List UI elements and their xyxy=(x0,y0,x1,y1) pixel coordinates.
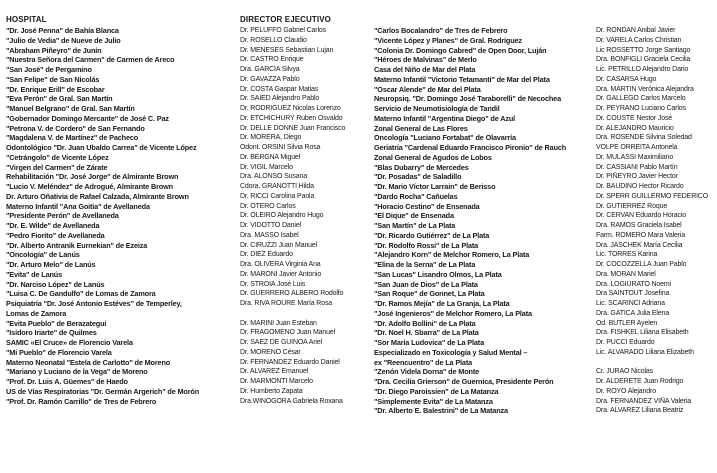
table-row xyxy=(6,299,362,309)
table-row xyxy=(374,299,714,309)
hospital-name: "Dr. Ramos Mejía" de La Granja, La Plata xyxy=(374,299,510,308)
table-row xyxy=(374,309,714,319)
header-row xyxy=(6,14,362,26)
hospital-name: "Mi Pueblo" de Florencio Varela xyxy=(6,347,112,357)
director-name: Dra. GARCÍA Silvya xyxy=(240,66,300,73)
director-name: Lic. ALVARADO Liliana Elizabeth xyxy=(596,348,694,356)
director-name: Dr. PUCCI Eduardo xyxy=(596,339,655,346)
director-name: Cr. JURAO Nicolas xyxy=(596,368,653,376)
director-name: Dr. GUERRERO ALBERO Rodolfo xyxy=(240,290,344,298)
hospital-name: "Héroes de Malvinas" de Merlo xyxy=(374,55,477,65)
director-name: Dr. GALLEGO Carlos Marcelo xyxy=(596,95,686,103)
hospital-name: "Dr. Adolfo Bollini" de La Plata xyxy=(374,318,476,328)
table-row xyxy=(374,348,714,358)
table-row xyxy=(6,250,362,260)
table-row xyxy=(374,133,714,143)
hospital-name: "Evita" de Lanús xyxy=(6,269,63,279)
director-name: Dr. SAEZ DE GUINOA Ariel xyxy=(240,339,322,346)
director-name: Dr. GAVAZZA Pablo xyxy=(240,75,300,83)
table-row xyxy=(6,397,362,407)
hospital-name: "Dr. Diego Paroissien" de La Matanza xyxy=(374,386,499,396)
director-name: Dr. MARMONTI Marcelo xyxy=(240,378,313,385)
hospital-name: "Oscar Alende" de Mar del Plata xyxy=(374,84,481,94)
hospital-name: "Nuestra Señora del Carmen" de Carmen de Areco xyxy=(6,55,175,65)
director-name: Lic. SCARINCI Adriana xyxy=(596,300,665,307)
table-row xyxy=(6,172,362,182)
table-row xyxy=(6,289,362,299)
director-name: Dra. LOGIURATO Noemi xyxy=(596,280,671,288)
table-row xyxy=(374,358,714,368)
hospital-name: "Prof. Dr. Ramón Carrillo" de Tres de Febrero xyxy=(6,396,157,406)
table-row xyxy=(374,104,714,114)
hospital-name: "Dr. Arturo Melo" de Lanús xyxy=(6,260,96,269)
table-row xyxy=(6,211,362,221)
table-row xyxy=(374,192,714,202)
table-row xyxy=(6,85,362,95)
table-row xyxy=(6,114,362,124)
director-name: Dra. RIVA ROURE María Rosa xyxy=(240,300,333,307)
table-row xyxy=(6,309,362,319)
hospital-name: "Vicente López y Planes" de Gral. Rodríguez xyxy=(374,35,522,45)
hospital-name: "Zenón Videla Dorna" de Monte xyxy=(374,367,480,377)
hospital-name: "San José" de Pergamino xyxy=(6,65,92,74)
hospital-name: "San Juan de Dios" de La Plata xyxy=(374,279,478,289)
table-row xyxy=(374,338,714,348)
table-row xyxy=(374,124,714,134)
hospital-name: "Dra. Cecilia Grierson" de Guernica, Presidente Perón xyxy=(374,377,554,386)
director-name: Dr. VIGIL Marcelo xyxy=(240,163,293,171)
director-name: Dr. ROYO Alejandro xyxy=(596,387,656,395)
table-row xyxy=(6,221,362,231)
hospital-name: "San Roque" de Gonnet, La Plata xyxy=(374,289,485,299)
table-row xyxy=(6,348,362,358)
table-row xyxy=(6,387,362,397)
hospital-name: Zonal General de Las Flores xyxy=(374,123,468,133)
director-name: Dra. FERNANDEZ VIÑA Valeria xyxy=(596,397,692,405)
director-name: VOLPE ORREITA Antonela xyxy=(596,144,678,151)
table-row xyxy=(374,182,714,192)
table-row xyxy=(6,280,362,290)
director-name: Dr. CERVAN Eduardo Horacio xyxy=(596,212,686,220)
hospital-name: "Julio de Vedia" de Nueve de Julio xyxy=(6,35,121,45)
director-name: Lic. PETRILLO Alejandro Dario xyxy=(596,66,689,73)
hospital-name: "Colonia Dr. Domingo Cabred" de Open Door, Luján xyxy=(374,45,547,55)
director-name: Dr. DIEZ Eduardo xyxy=(240,251,293,259)
hospital-name: "Eva Perón" de Gral. San Martín xyxy=(6,94,113,104)
table-row xyxy=(6,65,362,75)
left-hospital-list xyxy=(6,26,362,406)
table-row xyxy=(374,231,714,241)
hospital-name: Zonal General de Agudos de Lobos xyxy=(374,152,492,162)
right-column-block xyxy=(374,14,714,416)
director-name: Dr. CASSIANI Pablo Martín xyxy=(596,163,678,171)
table-row xyxy=(374,250,714,260)
table-row xyxy=(374,55,714,65)
hospital-name: "Dr. Ricardo Gutiérrez" de La Plata xyxy=(374,230,490,240)
table-row xyxy=(374,280,714,290)
director-name: Dr. DELLE DONNE Juan Francisco xyxy=(240,124,346,132)
director-name: Dr. COSTA Gaspar Matias xyxy=(240,85,319,93)
hospital-name: Geriatría "Cardenal Eduardo Francisco Pironio" de Rauch xyxy=(374,143,567,152)
director-name: Dr. ROSELLO Claudio xyxy=(240,36,307,44)
table-row xyxy=(374,319,714,329)
director-name: Dr. COUSTE Nestor José xyxy=(596,114,673,122)
hospital-name: "Oncología" de Lanús xyxy=(6,250,80,260)
hospital-name: Lomas de Zamora xyxy=(6,308,67,318)
table-row xyxy=(374,75,714,85)
director-name: Dra. GATICA Julia Elena xyxy=(596,309,670,317)
table-row xyxy=(6,46,362,56)
hospital-name: "Cetrángolo" de Vicente López xyxy=(6,152,109,162)
hospital-name: "Dr. Mario Víctor Larrain" de Berisso xyxy=(374,182,496,191)
table-row xyxy=(6,260,362,270)
table-row xyxy=(6,367,362,377)
table-row xyxy=(374,367,714,377)
hospital-name: "Lucio V. Meléndez" de Adrogué, Almirante Brown xyxy=(6,182,173,191)
director-name: Dra.WINOGORA Gabriela Roxana xyxy=(240,397,343,405)
hospital-name: "Dr. José Penna" de Bahía Blanca xyxy=(6,26,119,35)
hospital-name: "Luisa C. De Gandulfo" de Lomas de Zamora xyxy=(6,289,156,299)
hospital-name: "Evita Pueblo" de Berazategui xyxy=(6,318,107,328)
table-row xyxy=(374,163,714,173)
table-row xyxy=(6,241,362,251)
hospital-name: SAMIC «El Cruce» de Florencio Varela xyxy=(6,338,133,347)
director-name: Dr. RICCI Carolina Paola xyxy=(240,192,315,200)
table-row xyxy=(6,231,362,241)
hospital-name: "Horacio Cestino" de Ensenada xyxy=(374,201,480,211)
hospital-name: "Magdalena V. de Martínez" de Pacheco xyxy=(6,133,139,143)
table-row xyxy=(374,211,714,221)
hospital-name: Servicio de Neumotisiología de Tandil xyxy=(374,104,500,113)
director-name: Dra. MORAN Mariel xyxy=(596,270,656,278)
table-row xyxy=(6,94,362,104)
table-row xyxy=(374,94,714,104)
right-hospital-list xyxy=(374,26,714,416)
director-name: Dr. PEYRANO Luciano Carlos xyxy=(596,105,686,112)
hospital-name: "Dardo Rocha" Cañuelas xyxy=(374,191,458,201)
director-name: Dr. RODRIGUEZ Nicolas Lorenzo xyxy=(240,105,341,112)
table-row xyxy=(374,241,714,251)
director-name: Cdora. GRANOTTI Hilda xyxy=(240,183,314,190)
table-row xyxy=(6,104,362,114)
director-name: Dra. ALONSO Susana xyxy=(240,173,307,181)
director-name: Dra SAINTOUT Josefina xyxy=(596,290,670,298)
hospital-name: "Isidoro Iriarte" de Quilmes xyxy=(6,328,97,338)
table-row xyxy=(374,114,714,124)
hospital-name: Materno Neonatal "Estela de Carlotto" de Moreno xyxy=(6,357,171,367)
hospital-name: Especializado en Toxicología y Salud Mental – xyxy=(374,347,528,357)
table-row xyxy=(374,387,714,397)
table-row xyxy=(6,358,362,368)
table-row xyxy=(6,182,362,192)
director-name: Dra. MARTIN Verónica Alejandra xyxy=(596,85,694,93)
director-name: Dr. CASARSA Hugo xyxy=(596,75,657,83)
hospital-name: "San Felipe" de San Nicolás xyxy=(6,74,100,84)
director-name: Dr. Humberto Zapata xyxy=(240,387,303,395)
table-row xyxy=(6,270,362,280)
table-row xyxy=(374,221,714,231)
table-row xyxy=(374,36,714,46)
table-row xyxy=(374,85,714,95)
hospital-name: "Dr. Posadas" de Saladillo xyxy=(374,172,462,182)
director-name: Dr. SPERR GUILLERMO FEDERICO xyxy=(596,192,709,200)
table-row xyxy=(6,163,362,173)
table-row xyxy=(374,377,714,387)
hospital-name: "Manuel Belgrano" de Gral. San Martín xyxy=(6,104,135,113)
director-name: Od. BUTLER Ayelen xyxy=(596,319,658,327)
hospital-name: "Dr. Enrique Erill" de Escobar xyxy=(6,84,105,94)
table-row xyxy=(6,153,362,163)
left-column-block xyxy=(6,14,362,406)
table-row xyxy=(374,65,714,75)
hospital-name: "Prof. Dr. Luis A. Güemes" de Haedo xyxy=(6,377,128,386)
table-row xyxy=(6,143,362,153)
hospital-name: "Dr. Alberto Antranik Eurnekian" de Ezeiza xyxy=(6,240,148,250)
hospital-name: "Simplemente Evita" de La Matanza xyxy=(374,396,493,406)
table-row xyxy=(374,153,714,163)
hospital-name: "Gobernador Domingo Mercante" de José C. Paz xyxy=(6,113,169,123)
director-name: Dr. PELUFFO Gabriel Carlos xyxy=(240,27,326,34)
hospital-header: HOSPITAL xyxy=(6,15,47,24)
director-name: Dr. ALEJANDRO Mauricio xyxy=(596,124,674,132)
hospital-name: "Dr. E. Wilde" de Avellaneda xyxy=(6,221,100,230)
table-row xyxy=(6,75,362,85)
director-name: Dr. BERGNA Miguel xyxy=(240,153,301,161)
hospital-name: Dr. Arturo Oñativia de Rafael Calzada, Almirante Brown xyxy=(6,191,189,201)
director-name: Dr. VARELA Carlos Christian xyxy=(596,36,682,44)
hospital-name: "Sor María Ludovica" de La Plata xyxy=(374,338,484,347)
director-name: Dr. STROIA José Luis xyxy=(240,280,306,288)
director-name: Dr. BAUDINO Hector Ricardo xyxy=(596,183,684,190)
table-row xyxy=(374,406,714,416)
hospital-name: "Blas Dubarry" de Mercedes xyxy=(374,162,469,172)
director-name xyxy=(240,309,362,319)
director-header: DIRECTOR EJECUTIVO xyxy=(240,15,331,24)
director-name: Odont. ORSINI Silvia Rosa xyxy=(240,144,321,151)
director-name: Dr. ALDERETE Juan Rodrigo xyxy=(596,378,684,385)
hospital-name: "Dr. Rodolfo Rossi" de La Plata xyxy=(374,240,479,250)
table-row xyxy=(374,26,714,36)
hospital-name: Rehabilitación "Dr. José Jorge" de Almirante Brown xyxy=(6,172,179,182)
director-name: Dr. MULASSI Maximiliano xyxy=(596,153,674,161)
hospital-name: "Mariano y Luciano de la Vega" de Moreno xyxy=(6,367,148,377)
table-row xyxy=(6,26,362,36)
hospital-name: "Petrona V. de Cordero" de San Fernando xyxy=(6,123,145,133)
table-row xyxy=(374,328,714,338)
table-row xyxy=(6,124,362,134)
hospital-name: "San Martín" de La Plata xyxy=(374,221,456,230)
hospital-name: "Dr. Noel H. Sbarra" de La Plata xyxy=(374,328,479,338)
director-name: Dr. GUTIERREZ Roque xyxy=(596,202,668,210)
director-name: Farm. ROMERO Mara Valeria xyxy=(596,231,686,239)
table-row xyxy=(374,143,714,153)
director-name: Dr. MARONI Javier Antonio xyxy=(240,270,322,278)
table-row xyxy=(374,397,714,407)
table-row xyxy=(6,192,362,202)
table-row xyxy=(6,377,362,387)
director-name: Dra. JASCHEK María Cecilia xyxy=(596,241,683,249)
table-row xyxy=(374,289,714,299)
director-name xyxy=(596,358,714,368)
hospital-name: Neuropsiq. "Dr. Domingo José Taraborelli" de Necochea xyxy=(374,94,561,104)
hospital-name: Materno Infantil "Victorio Tetamanti" de Mar del Plata xyxy=(374,74,550,84)
hospital-name: Materno Infantil "Argentina Diego" de Azul xyxy=(374,113,516,123)
director-name: Dr. ALVAREZ Emanuel xyxy=(240,368,309,376)
director-name: Dr. OLEIRO Alejandro Hugo xyxy=(240,212,324,220)
director-name: Dra. ROSENDE Silvina Soledad xyxy=(596,134,692,142)
table-row xyxy=(6,55,362,65)
director-name: Dra. BONFIGLI Graciela Cecilia xyxy=(596,56,691,64)
director-name: Dra. MASSO Isabel xyxy=(240,231,299,239)
hospital-name: Psiquiatría "Dr. José Antonio Estéves" de Temperley, xyxy=(6,299,182,308)
director-name: Dr. RONDAN Anibal Javier xyxy=(596,27,676,34)
hospital-name: "Pedro Fiorito" de Avellaneda xyxy=(6,230,105,240)
director-name: Dr. MARINI Juan Esteban xyxy=(240,319,317,327)
table-row xyxy=(6,338,362,348)
hospital-name: "Dr. Alberto E. Balestrini" de La Matanza xyxy=(374,406,508,416)
director-name: Dra. FISHKEL Liliana Elisabeth xyxy=(596,329,689,337)
hospital-name: Casa del Niño de Mar del Plata xyxy=(374,65,476,74)
director-name: Dra. RAMOS Graciela Isabel xyxy=(596,222,682,229)
director-name: Dr. CIRUZZI Juan Manuel xyxy=(240,241,318,249)
hospital-name: "José Ingenieros" de Melchor Romero, La Plata xyxy=(374,308,532,318)
table-row xyxy=(6,328,362,338)
director-name: Dra. OLIVERA Virginia Ana xyxy=(240,261,321,268)
director-name: Dr. COCOZZELLA Juan Pablo xyxy=(596,261,687,268)
director-name: Dr. FRAGOMENO Juan Manuel xyxy=(240,329,336,337)
table-row xyxy=(374,270,714,280)
hospital-name: ex "Reencuentro" de La Plata xyxy=(374,357,473,367)
table-row xyxy=(6,36,362,46)
hospital-name: "Presidente Perón" de Avellaneda xyxy=(6,211,119,221)
hospital-name: "Elina de la Serna" de La Plata xyxy=(374,260,476,269)
director-name: Dr. VIDOTTO Daniel xyxy=(240,222,301,229)
hospital-name: US de Vías Respiratorias "Dr. Germán Argerich" de Morón xyxy=(6,386,200,396)
director-name: Dr. ETCHICHURY Ruben Osvaldo xyxy=(240,114,343,122)
table-row xyxy=(374,46,714,56)
director-name: Dr. SAIED Alejandro Pablo xyxy=(240,95,320,103)
director-name: Dr. MORENO César xyxy=(240,348,301,356)
director-name: Dr. PIÑEYRO Javier Hector xyxy=(596,173,678,181)
table-row xyxy=(374,172,714,182)
table-row xyxy=(6,202,362,212)
director-name: Lic. TORRES Karina xyxy=(596,251,658,259)
hospital-name: Materno Infantil "Ana Goitia" de Avellaneda xyxy=(6,201,150,211)
header-row-spacer xyxy=(374,14,714,26)
table-row xyxy=(374,202,714,212)
table-row xyxy=(6,133,362,143)
director-name: Dr. FERNANDEZ Eduardo Daniel xyxy=(240,358,340,366)
director-name: Dr. MENESES Sebastian Lujan xyxy=(240,46,334,54)
hospital-name: "Carlos Bocalandro" de Tres de Febrero xyxy=(374,26,508,35)
director-name: Dr. CASTRO Enrique xyxy=(240,56,304,64)
hospital-name: Oncología "Luciano Fortabat" de Olavarría xyxy=(374,133,516,143)
director-name: Lic ROSSETTO Jorge Santiago xyxy=(596,46,691,54)
table-row xyxy=(6,319,362,329)
hospital-name: Odontológico "Dr. Juan Ubaldo Carrea" de Vicente López xyxy=(6,143,197,152)
director-name: Dr. OTERO Carlos xyxy=(240,202,296,210)
hospital-name: "Virgen del Carmen" de Zárate xyxy=(6,162,108,172)
hospital-name: "Abraham Piñeyro" de Junín xyxy=(6,45,102,55)
director-name: Dra. ALVAREZ Liliana Beatriz xyxy=(596,407,684,415)
hospital-name: "El Dique" de Ensenada xyxy=(374,211,454,221)
hospital-name: "San Lucas" Lisandro Olmos, La Plata xyxy=(374,269,502,279)
director-name: Dr. MORERA, Diego xyxy=(240,134,302,142)
table-row xyxy=(374,260,714,270)
hospital-name: "Alejandro Korn" de Melchor Romero, La Plata xyxy=(374,250,530,260)
hospital-name: "Dr. Narciso López" de Lanús xyxy=(6,279,105,289)
